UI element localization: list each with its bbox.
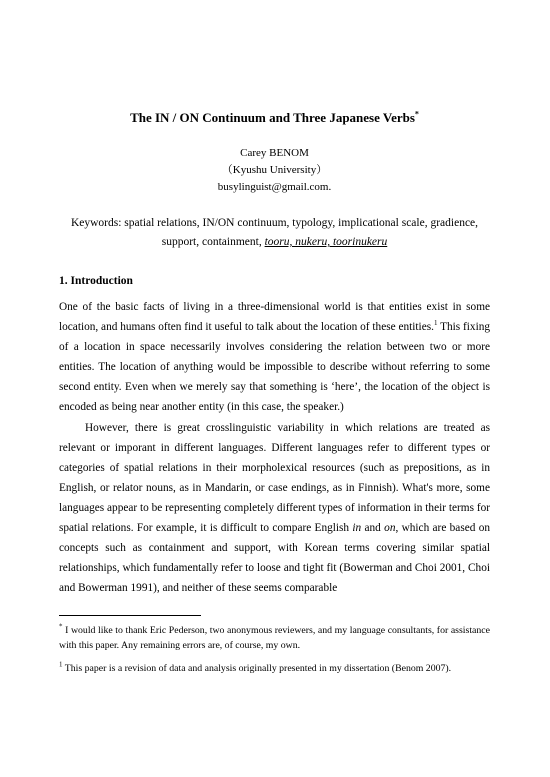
- author-block: [59, 145, 490, 196]
- term-in: in: [352, 522, 362, 535]
- paper-title-text: The IN / ON Continuum and Three Japanese Verbs: [130, 110, 415, 125]
- paragraph-1-text-a: One of the basic facts of living in a three-dimensional world is that entities exist in some location, and humans often find it useful to talk about the location of these entities.: [59, 301, 490, 334]
- footnote-acknowledgement-text: I would like to thank Eric Pederson, two anonymous reviewers, and my language consultants, for assistance with this paper. Any remaining errors are, of course, my own.: [59, 625, 490, 651]
- paragraph-1-text-b: This fixing of a location in space necessarily involves considering the relation between two or more entities. The location of anything would be impossible to describe without referring to some second entity. Even when we merely say that something is ‘here’, the location of the object is encoded as being near another entity (in this case, the speaker.): [59, 321, 490, 414]
- footnote-acknowledgement: [59, 624, 490, 653]
- keywords-label: Keywords: [70, 217, 119, 229]
- paragraph-1: [59, 297, 490, 418]
- footnote-acknowledgement-marker: *: [59, 623, 63, 632]
- footnote-1-text: This paper is a revision of data and analysis originally presented in my dissertation (Benom 2007).: [62, 663, 452, 675]
- page-content: [59, 110, 490, 677]
- paragraph-2: [59, 418, 490, 599]
- footnote-ref-1: 1: [433, 319, 438, 328]
- term-on: on: [384, 522, 396, 535]
- keywords-verbs: tooru, nukeru, toorinukeru: [264, 236, 388, 248]
- section-heading-introduction: 1. Introduction: [59, 275, 133, 287]
- paragraph-2-text-a: However, there is great crosslinguistic variability in which relations are treated as relevant or imporant in different languages. Different languages refer to different types or categories of spatial relations in their morpholexical resources (such as prepositions, as in English, or relator nouns, as in Mandarin, or case endings, as in Finnish). What's more, some languages appear to be representing completely different types of information in their terms for spatial relations. For example, it is difficult to compare English: [59, 421, 490, 535]
- footnote-1-marker: 1: [59, 661, 63, 670]
- author-email: busylinguist@gmail.com.: [217, 181, 332, 193]
- paper-title: [59, 110, 490, 126]
- paragraph-2-text-b: , which are based on concepts such as containment and support, with Korean terms covering similar spatial relationships, which fundamentally refer to loose and tight fit (Bowerman and Choi 2001, Choi and Bowerman 1991), and neither of these seems comparable: [59, 522, 490, 595]
- author-affiliation: （Kyushu University）: [221, 164, 328, 176]
- footnote-1: [59, 662, 490, 677]
- keywords-list: : spatial relations, IN/ON continuum, typology, implicational scale, gradience, support, containment,: [118, 217, 479, 248]
- title-footnote-marker: *: [414, 109, 419, 119]
- keywords-block: [59, 214, 490, 252]
- author-name: Carey BENOM: [240, 147, 309, 159]
- footnote-divider: [59, 615, 201, 616]
- paragraph-2-and: and: [361, 522, 385, 535]
